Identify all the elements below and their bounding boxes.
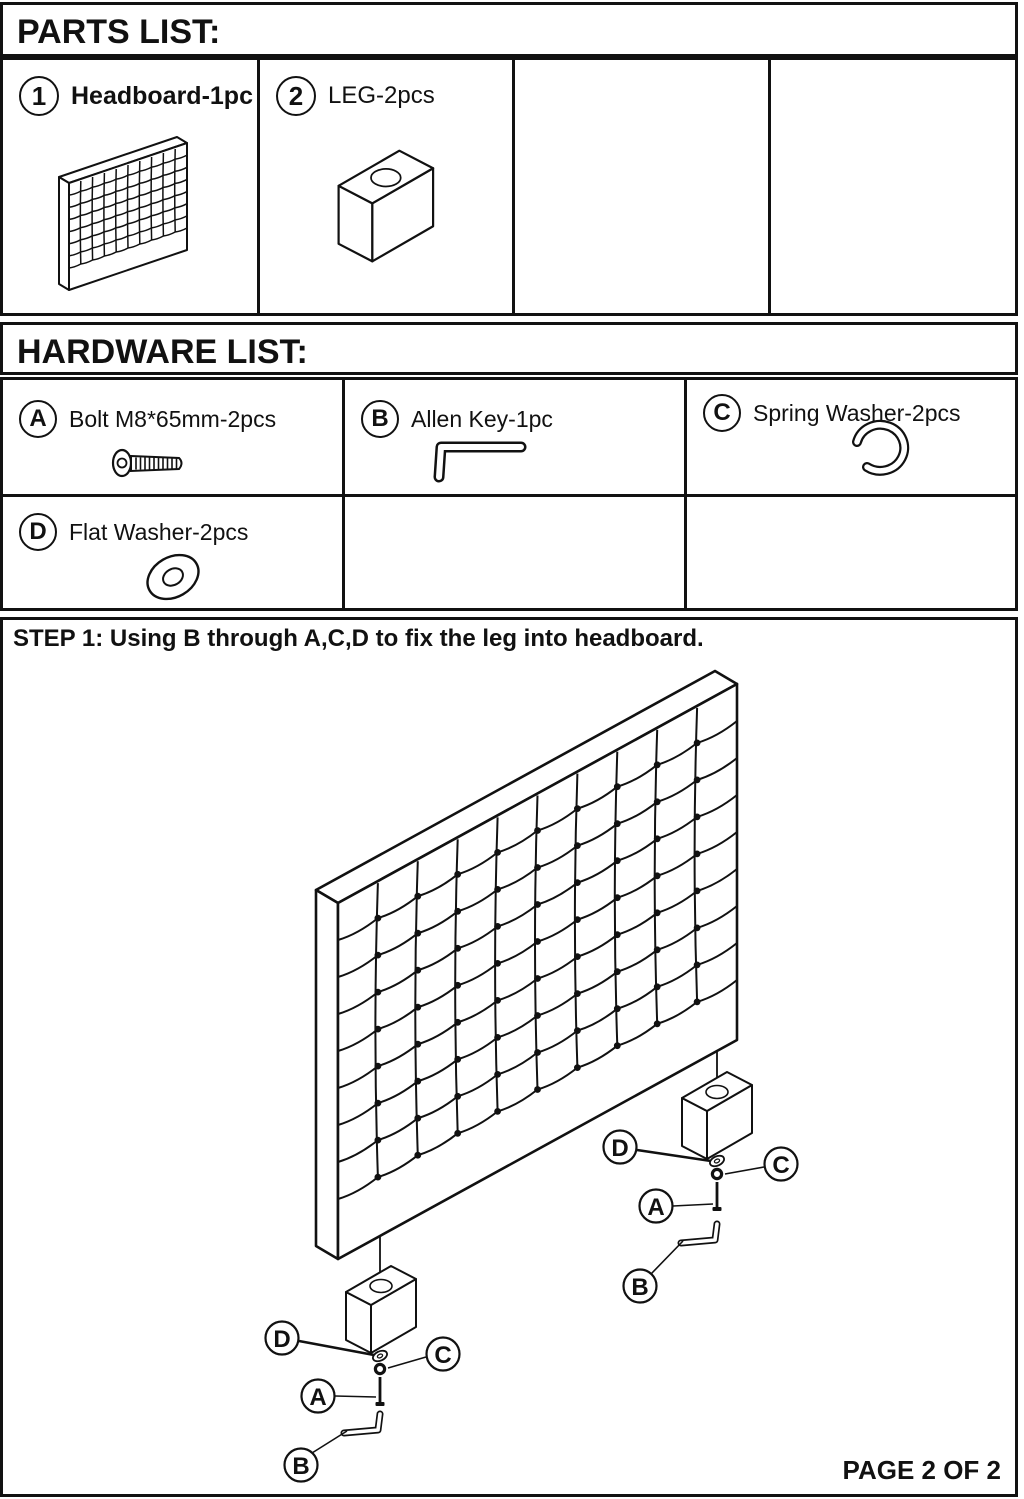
callout-a-right — [640, 1190, 673, 1223]
callout-letter: D — [273, 1326, 291, 1353]
page-number: PAGE 2 OF 2 — [842, 1455, 1001, 1485]
hardware-label: Allen Key-1pc — [411, 405, 553, 432]
headboard-thumbnail-icon — [48, 132, 203, 302]
callout-letter: C — [434, 1342, 452, 1369]
hardware-label: Flat Washer-2pcs — [69, 518, 249, 545]
hardware-letter-badge: B — [361, 400, 399, 438]
hardware-label: Spring Washer-2pcs — [753, 399, 961, 426]
callout-d-right — [604, 1131, 637, 1164]
hardware-cell-empty-2 — [684, 494, 1015, 608]
spring-washer-icon — [810, 432, 878, 492]
callout-letter: B — [631, 1274, 649, 1301]
hardware-letter-badge: D — [19, 513, 57, 551]
hardware-stack-left — [344, 1349, 389, 1433]
callout-b-right — [624, 1270, 657, 1303]
part-number-badge: 1 — [19, 76, 59, 116]
callout-leader-a-right — [673, 1204, 713, 1206]
callout-leader-c-right — [725, 1167, 764, 1174]
callout-leader-b-left — [312, 1431, 347, 1453]
callout-b-left — [285, 1449, 318, 1482]
callout-letter: D — [611, 1135, 629, 1162]
parts-list-header — [0, 2, 1018, 57]
callout-a-left — [302, 1380, 335, 1413]
headboard-drawing — [316, 671, 737, 1259]
leg-drawing-right — [682, 1072, 752, 1159]
part-label: Headboard-1pc — [71, 81, 253, 110]
bolt-icon — [105, 443, 205, 487]
parts-list-title: PARTS LIST: — [17, 13, 221, 51]
callout-leader-b-right — [651, 1241, 683, 1274]
callout-d-left — [266, 1322, 299, 1355]
callout-letter: B — [292, 1453, 310, 1480]
hardware-list-title: HARDWARE LIST: — [17, 333, 308, 371]
callout-c-left — [427, 1338, 460, 1371]
step-1-title: STEP 1: Using B through A,C,D to fix the leg into headboard. — [13, 625, 704, 652]
part-label: LEG-2pcs — [328, 82, 435, 109]
hardware-letter-badge: A — [19, 400, 57, 438]
allen-key-icon — [428, 436, 532, 488]
callout-letter: A — [647, 1194, 665, 1221]
hardware-label: Bolt M8*65mm-2pcs — [69, 405, 277, 432]
parts-cell-empty-1 — [512, 60, 768, 313]
part-number-badge: 2 — [276, 76, 316, 116]
hardware-stack-right — [681, 1154, 726, 1243]
callout-letter: C — [772, 1152, 790, 1179]
leg-thumbnail-icon — [328, 143, 450, 273]
leg-drawing-left — [346, 1266, 416, 1353]
step-1-diagram — [0, 617, 1024, 1499]
parts-cell-empty-2 — [768, 60, 1015, 313]
callout-letter: A — [309, 1384, 327, 1411]
callout-c-right — [765, 1148, 798, 1181]
callout-leader-a-left — [335, 1396, 376, 1397]
hardware-letter-badge: C — [703, 394, 741, 432]
flat-washer-icon — [136, 546, 212, 608]
hardware-list-header — [0, 322, 1018, 375]
callout-leader-c-left — [388, 1357, 426, 1368]
hardware-cell-empty-1 — [342, 494, 684, 608]
